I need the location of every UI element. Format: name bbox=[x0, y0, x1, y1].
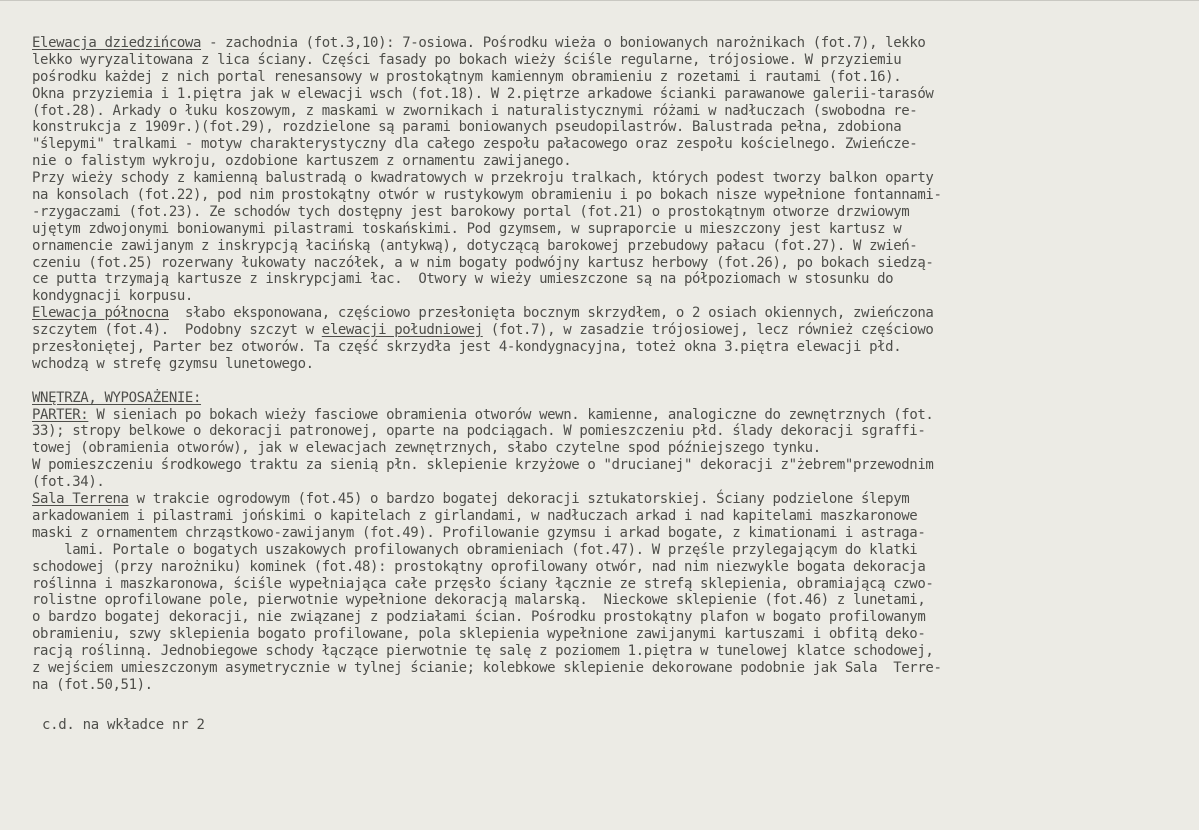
text-line: maski z ornamentem chrząstkowo-zawijanym (fot.49). Profilowanie gzymsu i arkad bogate, z kimationami i astraga- bbox=[32, 524, 926, 541]
text-line: rolistne oprofilowane pole, pierwotnie wypełnione dekoracją malarską. Nieckowe sklepienie (fot.46) z lunetami, bbox=[32, 592, 926, 609]
continuation-note: c.d. na wkładce nr 2 bbox=[42, 717, 205, 733]
text-line: PARTER: W sieniach po bokach wieży fasciowe obramienia otworów wewn. kamienne, analogiczne do zewnętrznych (fot. bbox=[32, 406, 934, 423]
text-line: ornamencie zawijanym z inskrypcją łacińską (antykwą), dotyczącą barokowej przebudowy pałacu (fot.27). W zwień- bbox=[32, 237, 918, 254]
heading-ground-floor: PARTER: bbox=[32, 406, 89, 423]
text-line: z wejściem umieszczonym asymetrycznie w tylnej ścianie; kolebkowe sklepienie dekorowane podobnie jak Sala Terre- bbox=[32, 659, 942, 676]
text-line: szczytem (fot.4). Podobny szczyt w elewacji południowej (fot.7), w zasadzie trójosiowej, lecz również częściowo bbox=[32, 322, 934, 339]
heading-sala-terrena: Sala Terrena bbox=[32, 491, 129, 508]
blank-line bbox=[32, 373, 1179, 390]
text-line: towej (obramienia otworów), jak w elewacjach zewnętrznych, słabo czytelne spod późniejszego tynku. bbox=[32, 440, 821, 457]
text-line bbox=[32, 390, 1179, 407]
heading-interiors: WNĘTRZA, WYPOSAŻENIE: bbox=[32, 389, 202, 406]
text-line: roślinna i maszkaronowa, ściśle wypełniająca całe przęsło ściany łącznie ze strefą sklepienia, obramiającą czwo- bbox=[32, 575, 934, 592]
text-line: ce putta trzymają kartusze z inskrypcjami łac. Otwory w wieży umieszczone są na półpoziomach w stosunku do bbox=[32, 271, 894, 288]
text-line: wchodzą w strefę gzymsu lunetowego. bbox=[32, 355, 314, 372]
text-line: schodowej (przy narożniku) kominek (fot.48): prostokątny oprofilowany otwór, nad nim niezwykle bogata dekoracja bbox=[32, 558, 926, 575]
text-line: kondygnacji korpusu. bbox=[32, 288, 193, 305]
text-line: na (fot.50,51). bbox=[32, 676, 153, 693]
text-line: lami. Portale o bogatych uszakowych profilowanych obramieniach (fot.47). W przęśle przylegającym do klatki bbox=[32, 541, 918, 558]
text-line: arkadowaniem i pilastrami jońskimi o kapitelach z girlandami, w nadłuczach arkad i nad kapitelami maszkaronowe bbox=[32, 507, 918, 524]
text-line: pośrodku każdej z nich portal renesansowy w prostokątnym kamiennym obramieniu z rozetami i rautami (fot.16). bbox=[32, 68, 902, 85]
document-text bbox=[32, 35, 1179, 694]
text-line: Sala Terrena w trakcie ogrodowym (fot.45) o bardzo bogatej dekoracji sztukatorskiej. Ściany podzielone ślepym bbox=[32, 491, 910, 508]
text-line: czeniu (fot.25) rozerwany łukowaty naczółek, a w nim bogaty podwójny kartusz herbowy (fot.26), po bokach siedzą- bbox=[32, 254, 934, 271]
heading-north-elevation: Elewacja północna bbox=[32, 305, 169, 322]
text-line: Elewacja północna słabo eksponowana, częściowo przesłonięta bocznym skrzydłem, o 2 osiach okiennych, zwieńczona bbox=[32, 305, 934, 322]
text-line: "ślepymi" tralkami - motyw charakterystyczny dla całego zespołu pałacowego oraz zespołu kościelnego. Zwieńcze- bbox=[32, 136, 918, 153]
text-line: ujętym zdwojonymi boniowanymi pilastrami toskańskimi. Pod gzymsem, w supraporcie u mieszczony jest kartusz w bbox=[32, 220, 902, 237]
heading-courtyard-elevation: Elewacja dziedzińcowa bbox=[32, 35, 202, 51]
text-line: Przy wieży schody z kamienną balustradą o kwadratowych w przekroju tralkach, których podest tworzy balkon oparty bbox=[32, 170, 934, 187]
text-line: przesłoniętej, Parter bez otworów. Ta część skrzydła jest 4-kondygnacyjna, toteż okna 3.piętra elewacji płd. bbox=[32, 339, 902, 356]
text-line: o bardzo bogatej dekoracji, nie związanej z podziałami ścian. Pośrodku prostokątny plafon w bogato profilowanym bbox=[32, 609, 926, 626]
text-line: racją roślinną. Jednobiegowe schody łączące pierwotnie tę salę z poziomem 1.piętra w tunelowej klatce schodowej, bbox=[32, 643, 934, 660]
text-line: obramieniu, szwy sklepienia bogato profilowane, pola sklepienia wypełnione zawijanymi kartuszami i obfitą deko- bbox=[32, 626, 926, 643]
text-line: nie o falistym wykroju, ozdobione kartuszem z ornamentu zawijanego. bbox=[32, 153, 572, 170]
south-elevation-reference: elewacji południowej bbox=[321, 322, 483, 339]
text-line: -rzygaczami (fot.23). Ze schodów tych dostępny jest barokowy portal (fot.21) o prostokątnym otworze drzwiowym bbox=[32, 203, 910, 220]
text-line: W pomieszczeniu środkowego traktu za sienią płn. sklepienie krzyżowe o "drucianej" dekoracji z"żebrem"przewodnim bbox=[32, 457, 934, 474]
text-line: Elewacja dziedzińcowa - zachodnia (fot.3,10): 7-osiowa. Pośrodku wieża o boniowanych narożnikach (fot.7), lekko bbox=[32, 35, 926, 51]
text-line: Okna przyziemia i 1.piętra jak w elewacji wsch (fot.18). W 2.piętrze arkadowe ścianki parawanowe galerii-tarasów bbox=[32, 85, 934, 102]
text-line: na konsolach (fot.22), pod nim prostokątny otwór w rustykowym obramieniu i po bokach nisze wypełnione fontannami- bbox=[32, 187, 942, 204]
text-line: (fot.34). bbox=[32, 474, 105, 491]
text-line: konstrukcja z 1909r.)(fot.29), rozdzielone są parami boniowanych pseudopilastrów. Balustrada pełna, zdobiona bbox=[32, 119, 902, 136]
text-line: lekko wyryzalitowana z lica ściany. Części fasady po bokach wieży ściśle regularne, trójosiowe. W przyziemiu bbox=[32, 51, 902, 68]
text-line: (fot.28). Arkady o łuku koszowym, z maskami w zwornikach i naturalistycznymi różami w nadłuczach (swobodna re- bbox=[32, 102, 918, 119]
text-line: 33); stropy belkowe o dekoracji patronowej, oparte na podciągach. W pomieszczeniu płd. ślady dekoracji sgraffi- bbox=[32, 423, 926, 440]
